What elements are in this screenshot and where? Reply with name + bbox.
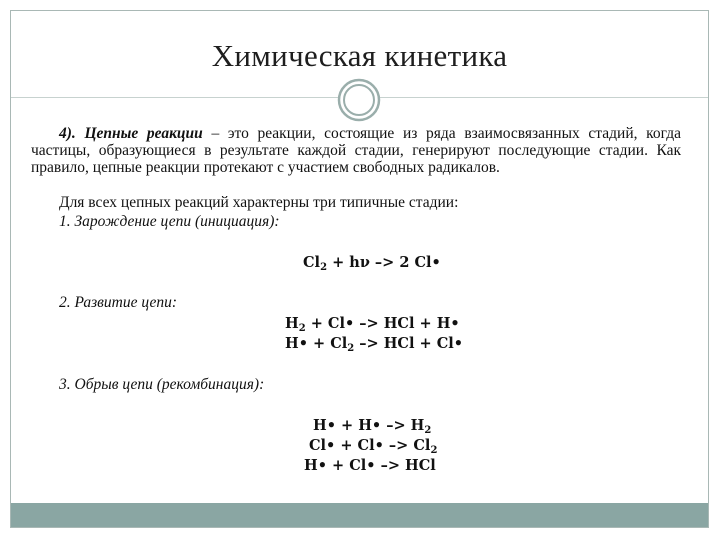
intro-rest: – это реакции, состоящие из ряда взаимосвязанных стадий, когда частицы, образующиеся в результате каждой стадии, генерируют последующие стадии. Как правило, цепные реакции протекают с участием свободных радикалов. [31,125,681,176]
footer-accent-bar [11,503,708,527]
eq-part: H• + Cl• –> HCl [304,457,436,474]
stage1-equation [303,254,441,277]
eq-part: + hν –> 2 Cl• [327,254,441,271]
eq-subscript: 2 [424,425,432,436]
eq-part: Cl• + Cl• –> Cl [309,437,431,454]
eq-part: + Cl• –> HCl + H• [305,315,460,332]
stage3-label: 3. Обрыв цепи (рекомбинация): [59,376,265,393]
double-ring-icon [337,78,381,122]
stages-intro: Для всех цепных реакций характерны три типичные стадии: [59,194,459,211]
eq-part: H• + Cl [285,335,348,352]
eq-part: H [285,315,299,332]
eq-subscript: 2 [320,262,328,273]
eq-subscript: 2 [298,323,306,334]
stage2-label: 2. Развитие цепи: [59,294,178,311]
intro-lead: 4). Цепные реакции [59,125,203,142]
eq-subscript: 2 [347,343,355,354]
eq-part: Cl [303,254,321,271]
eq-subscript: 2 [430,445,438,456]
slide-title: Химическая кинетика [211,38,508,73]
stage2-equation-2 [285,335,463,358]
eq-part: –> HCl + Cl• [354,335,464,352]
intro-paragraph [31,125,681,176]
eq-part: H• + H• –> H [313,417,425,434]
stage1-label: 1. Зарождение цепи (инициация): [59,213,280,230]
stage3-equation-3 [304,457,436,475]
